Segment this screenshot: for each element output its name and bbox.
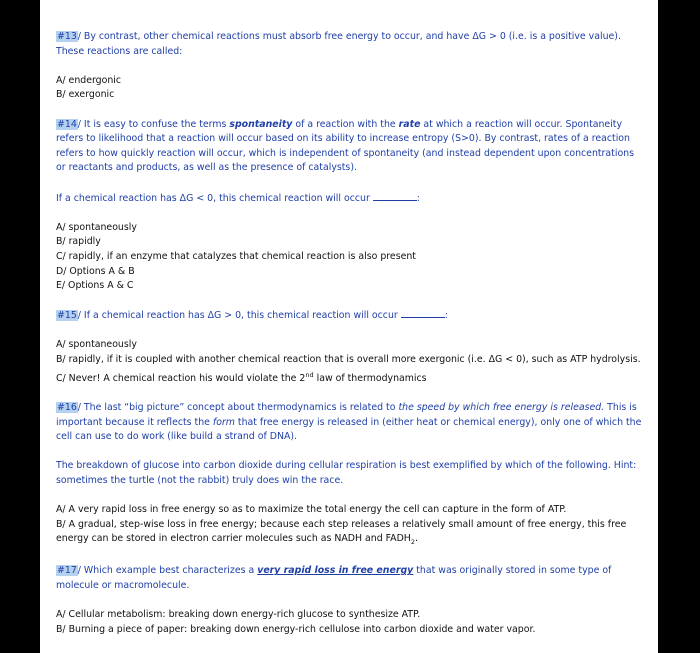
question-16 <box>56 401 646 445</box>
answer-blank <box>373 191 417 201</box>
question-16-number: #16 <box>57 401 77 413</box>
q16-option-a: A/ A very rapid loss in free energy so as to maximize the total energy the cell can capture in the form of ATP. <box>56 504 567 516</box>
question-16-emph-1: the speed by which free energy is released. <box>398 401 605 413</box>
question-14-text-2: of a reaction with the <box>292 118 399 130</box>
question-16-prompt: The breakdown of glucose into carbon dioxide during cellular respiration is best exemplified by which of the following. Hint: sometimes the turtle (not the rabbit) truly does win the race. <box>56 460 637 486</box>
q14-option-b: B/ rapidly <box>56 236 101 248</box>
worksheet-body <box>56 30 646 637</box>
q16-option-b-sub: 2 <box>410 538 415 547</box>
question-16-text-3: that free energy is released in (either heat or chemical energy), only one of which the cell can use to do work (like build a strand of DNA). <box>56 416 642 443</box>
q14-option-c: C/ rapidly, if an enzyme that catalyzes that chemical reaction is also present <box>56 250 416 262</box>
question-15 <box>56 308 646 324</box>
q14-option-d: D/ Options A & B <box>56 265 135 277</box>
question-16-text-1: / The last “big picture” concept about thermodynamics is related to <box>77 401 399 413</box>
q15-option-c-text: C/ Never! A chemical reaction his would violate the 2 <box>56 372 306 384</box>
spacer <box>56 176 646 191</box>
question-14-text-1: / It is easy to confuse the terms <box>77 118 230 130</box>
question-15-number: #15 <box>57 310 77 322</box>
question-14-number: #14 <box>57 118 77 130</box>
question-14-text-3: at which a reaction will occur. Spontaneity refers to likelihood that a reaction will occur based on its ability to increase entropy (S>0). By contrast, rates of a reaction refers to how quickly reaction will occur, which is independent of spontaneity (and instead dependent upon concentrations or reactants and products, as well as the presence of catalysts). <box>56 118 635 174</box>
q16-option-b-end: . <box>415 533 418 545</box>
question-16-emph-2: form <box>212 416 235 428</box>
spacer <box>56 550 646 565</box>
question-14-prompt-end: : <box>416 192 420 204</box>
spacer <box>56 294 646 309</box>
spacer <box>56 59 646 74</box>
question-17-emph: very rapid loss in free energy <box>257 565 414 577</box>
spacer <box>56 489 646 504</box>
question-17-text-2: that was originally stored in some type of molecule or macromolecule. <box>56 565 612 591</box>
q14-option-e: E/ Options A & C <box>56 280 134 292</box>
q13-option-a: A/ endergonic <box>56 74 122 86</box>
term-rate: rate <box>398 118 421 130</box>
question-14-prompt <box>56 191 646 207</box>
question-17-number: #17 <box>57 565 77 577</box>
spacer <box>56 594 646 609</box>
answer-blank <box>401 308 445 318</box>
q15-option-c <box>56 368 646 387</box>
spacer <box>56 386 646 401</box>
q15-option-a: A/ spontaneously <box>56 339 137 351</box>
q17-option-a: A/ Cellular metabolism: breaking down energy-rich glucose to synthesize ATP. <box>56 609 421 621</box>
question-16-text-2: This is important because it reflects the <box>56 401 637 428</box>
question-13 <box>56 30 646 59</box>
question-17-text-1: / Which example best characterizes a <box>77 565 258 577</box>
q16-option-b <box>56 518 646 550</box>
q15-option-c-sup: nd <box>305 370 314 379</box>
question-13-text: / By contrast, other chemical reactions must absorb free energy to occur, and have ΔG > 0 (i.e. is a positive value). These reactions are called: <box>56 31 621 57</box>
q14-option-a: A/ spontaneously <box>56 221 137 233</box>
term-spontaneity: spontaneity <box>229 118 293 130</box>
spacer <box>56 103 646 118</box>
spacer <box>56 206 646 221</box>
question-17 <box>56 564 646 593</box>
question-14 <box>56 118 646 176</box>
q17-option-b: B/ Burning a piece of paper: breaking down energy-rich cellulose into carbon dioxide and water vapor. <box>56 623 536 635</box>
q16-option-b-text: B/ A gradual, step-wise loss in free energy; because each step releases a relatively small amount of free energy, this free energy can be stored in electron carrier molecules such as NADH and FADH <box>56 518 627 545</box>
q13-option-b: B/ exergonic <box>56 89 115 101</box>
spacer <box>56 324 646 339</box>
q15-option-b: B/ rapidly, if it is coupled with another chemical reaction that is overall more exergonic (i.e. ΔG < 0), such as ATP hydrolysis. <box>56 354 641 366</box>
question-14-prompt-text: If a chemical reaction has ΔG < 0, this chemical reaction will occur <box>56 192 373 204</box>
question-15-text-end: : <box>444 310 448 322</box>
q15-option-c-text-end: law of thermodynamics <box>313 372 427 384</box>
question-15-text: / If a chemical reaction has ΔG > 0, this chemical reaction will occur <box>77 310 401 322</box>
document-page <box>40 0 658 653</box>
spacer <box>56 445 646 460</box>
question-13-number: #13 <box>57 31 77 42</box>
